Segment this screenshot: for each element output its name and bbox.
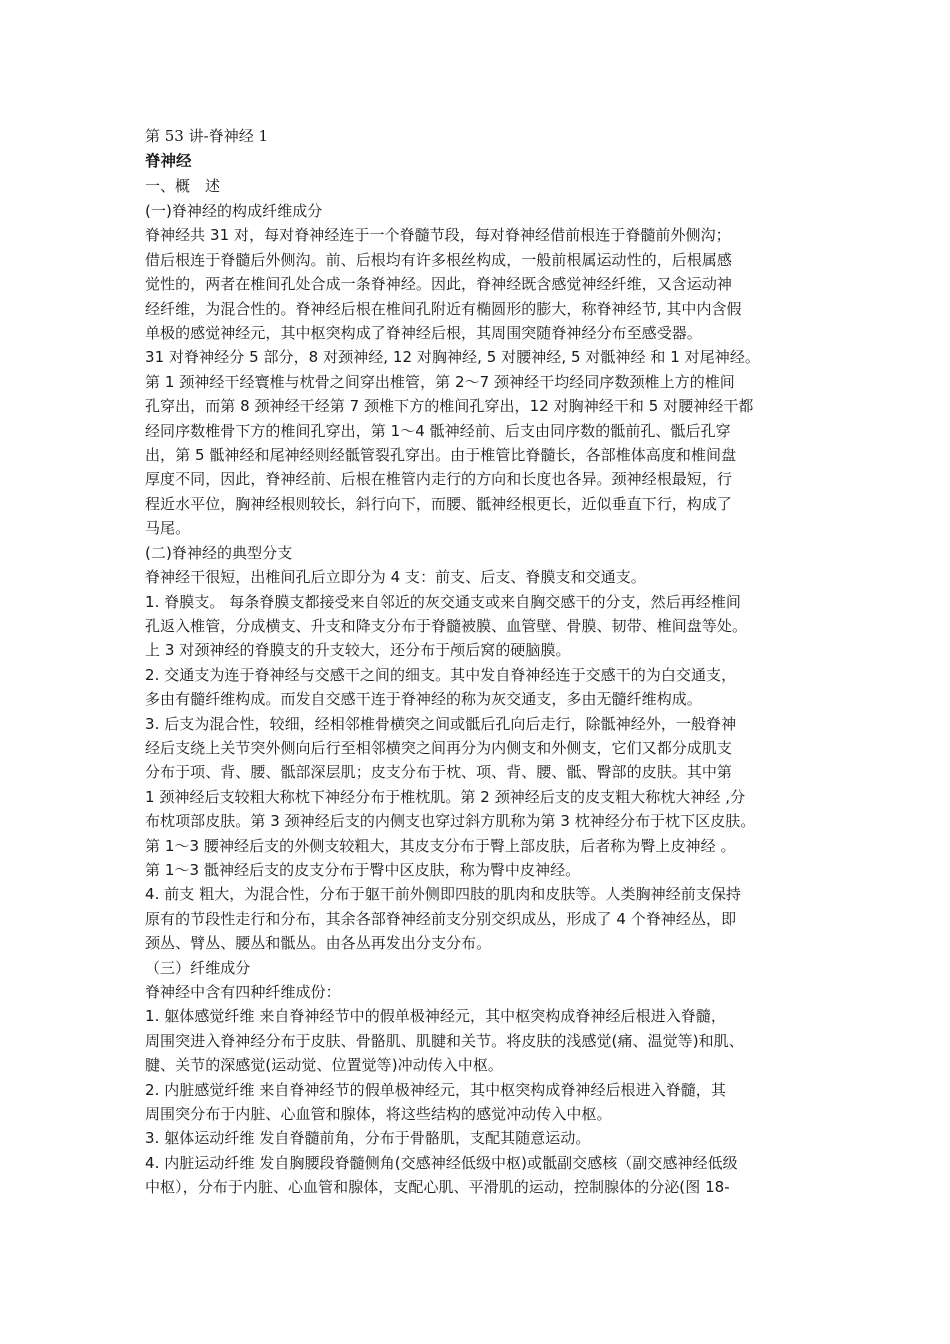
text-line: 周围突进入脊神经分布于皮肤、骨骼肌、肌腱和关节。将皮肤的浅感觉(痛、温觉等)和肌、 (145, 1031, 744, 1050)
text-line: 经纤维，为混合性的。脊神经后根在椎间孔附近有椭圆形的膨大，称脊神经节, 其中内含假 (145, 299, 742, 318)
text-line: 单极的感觉神经元，其中枢突构成了脊神经后根，其周围突随脊神经分布至感受器。 (145, 324, 702, 343)
text-line: 1. 脊膜支。 每条脊膜支都接受来自邻近的灰交通支或来自胸交感干的分支，然后再经椎间 (145, 592, 741, 611)
text-line: 4. 内脏运动纤维 发自胸腰段脊髓侧角(交感神经低级中枢)或骶副交感核（副交感神经低级 (145, 1153, 738, 1172)
text-line: 厚度不同，因此，脊神经前、后根在椎管内走行的方向和长度也各异。颈神经根最短，行 (145, 470, 732, 489)
text-line: (一)脊神经的构成纤维成分 (145, 202, 323, 220)
text-line: 脊神经干很短，出椎间孔后立即分为 4 支：前支、后支、脊膜支和交通支。 (145, 568, 646, 587)
text-line: 2. 内脏感觉纤维 来自脊神经节的假单极神经元，其中枢突构成脊神经后根进入脊髓，其 (145, 1080, 726, 1099)
text-line: 31 对脊神经分 5 部分，8 对颈神经, 12 对胸神经, 5 对腰神经, 5 对骶神经 和 1 对尾神经。 (145, 348, 760, 367)
text-line: 程近水平位，胸神经根则较长，斜行向下，而腰、骶神经根更长，近似垂直下行，构成了 (145, 494, 732, 513)
text-line: 经后支绕上关节突外侧向后行至相邻横突之间再分为内侧支和外侧支，它们又都分成肌支 (145, 738, 732, 757)
text-line: 中枢），分布于内脏、心血管和腺体，支配心肌、平滑肌的运动，控制腺体的分泌(图 18- (145, 1178, 730, 1197)
text-line: （三）纤维成分 (145, 958, 251, 977)
text-line: 3. 后支为混合性，较细，经相邻椎骨横突之间或骶后孔向后走行，除骶神经外，一般脊神 (145, 714, 737, 733)
text-line: 1. 躯体感觉纤维 来自脊神经节中的假单极神经元，其中枢突构成脊神经后根进入脊髓， (145, 1007, 726, 1026)
document-body (145, 199, 807, 1200)
text-line: 孔穿出，而第 8 颈神经干经第 7 颈椎下方的椎间孔穿出，12 对胸神经干和 5 对腰神经干都 (145, 397, 754, 416)
text-line: 第 1 颈神经干经寰椎与枕骨之间穿出椎管，第 2～7 颈神经干均经同序数颈椎上方的椎间 (145, 372, 735, 391)
section-heading-overview: 一、概 述 (145, 177, 221, 195)
text-line: 原有的节段性走行和分布，其余各部脊神经前支分别交织成丛，形成了 4 个脊神经丛，即 (145, 909, 737, 928)
text-line: 上 3 对颈神经的脊膜支的升支较大，还分布于颅后窝的硬脑膜。 (145, 641, 571, 660)
text-line: 1 颈神经后支较粗大称枕下神经分布于椎枕肌。第 2 颈神经后支的皮支粗大称枕大神经 ,分 (145, 787, 746, 806)
text-line: (二)脊神经的典型分支 (145, 543, 293, 562)
text-line: 3. 躯体运动纤维 发自脊髓前角，分布于骨骼肌，支配其随意运动。 (145, 1129, 591, 1148)
text-line: 布枕项部皮肤。第 3 颈神经后支的内侧支也穿过斜方肌称为第 3 枕神经分布于枕下区皮肤。 (145, 812, 756, 831)
text-line: 分布于项、背、腰、骶部深层肌；皮支分布于枕、项、背、腰、骶、臀部的皮肤。其中第 (145, 763, 732, 782)
text-line: 经同序数椎骨下方的椎间孔穿出，第 1～4 骶神经前、后支由同序数的骶前孔、骶后孔穿 (145, 421, 731, 440)
text-line: 腱、关节的深感觉(运动觉、位置觉等)冲动传入中枢。 (145, 1056, 503, 1075)
text-line: 第 1～3 骶神经后支的皮支分布于臀中区皮肤，称为臀中皮神经。 (145, 860, 581, 879)
text-line: 第 1～3 腰神经后支的外侧支较粗大，其皮支分布于臀上部皮肤，后者称为臀上皮神经 。 (145, 836, 736, 855)
text-line: 脊神经中含有四种纤维成份： (145, 983, 341, 1001)
text-line: 多由有髓纤维构成。而发自交感干连于脊神经的称为灰交通支，多由无髓纤维构成。 (145, 690, 702, 709)
text-line: 出，第 5 骶神经和尾神经则经骶管裂孔穿出。由于椎管比脊髓长，各部椎体高度和椎间盘 (145, 446, 737, 465)
page-title: 脊神经 (145, 152, 192, 170)
text-line: 借后根连于脊髓后外侧沟。前、后根均有许多根丝构成，一般前根属运动性的，后根属感 (145, 250, 732, 269)
text-line: 孔返入椎管，分成横支、升支和降支分布于脊髓被膜、血管壁、骨膜、韧带、椎间盘等处。 (145, 616, 748, 635)
text-line: 脊神经共 31 对，每对脊神经连于一个脊髓节段，每对脊神经借前根连于脊髓前外侧沟； (145, 226, 731, 245)
lecture-title: 第 53 讲-脊神经 1 (145, 127, 269, 145)
text-line: 颈丛、臂丛、腰丛和骶丛。由各丛再发出分支分布。 (145, 934, 492, 953)
text-line: 周围突分布于内脏、心血管和腺体，将这些结构的感觉冲动传入中枢。 (145, 1105, 612, 1124)
text-line: 觉性的，两者在椎间孔处合成一条脊神经。因此，脊神经既含感觉神经纤维，又含运动神 (145, 275, 732, 294)
text-line: 马尾。 (145, 519, 191, 538)
text-line: 2. 交通支为连于脊神经与交感干之间的细支。其中发自脊神经连于交感干的为白交通支， (145, 665, 737, 684)
document-page (145, 124, 807, 1200)
text-line: 4. 前支 粗大，为混合性，分布于躯干前外侧即四肢的肌肉和皮肤等。人类胸神经前支保持 (145, 885, 741, 904)
